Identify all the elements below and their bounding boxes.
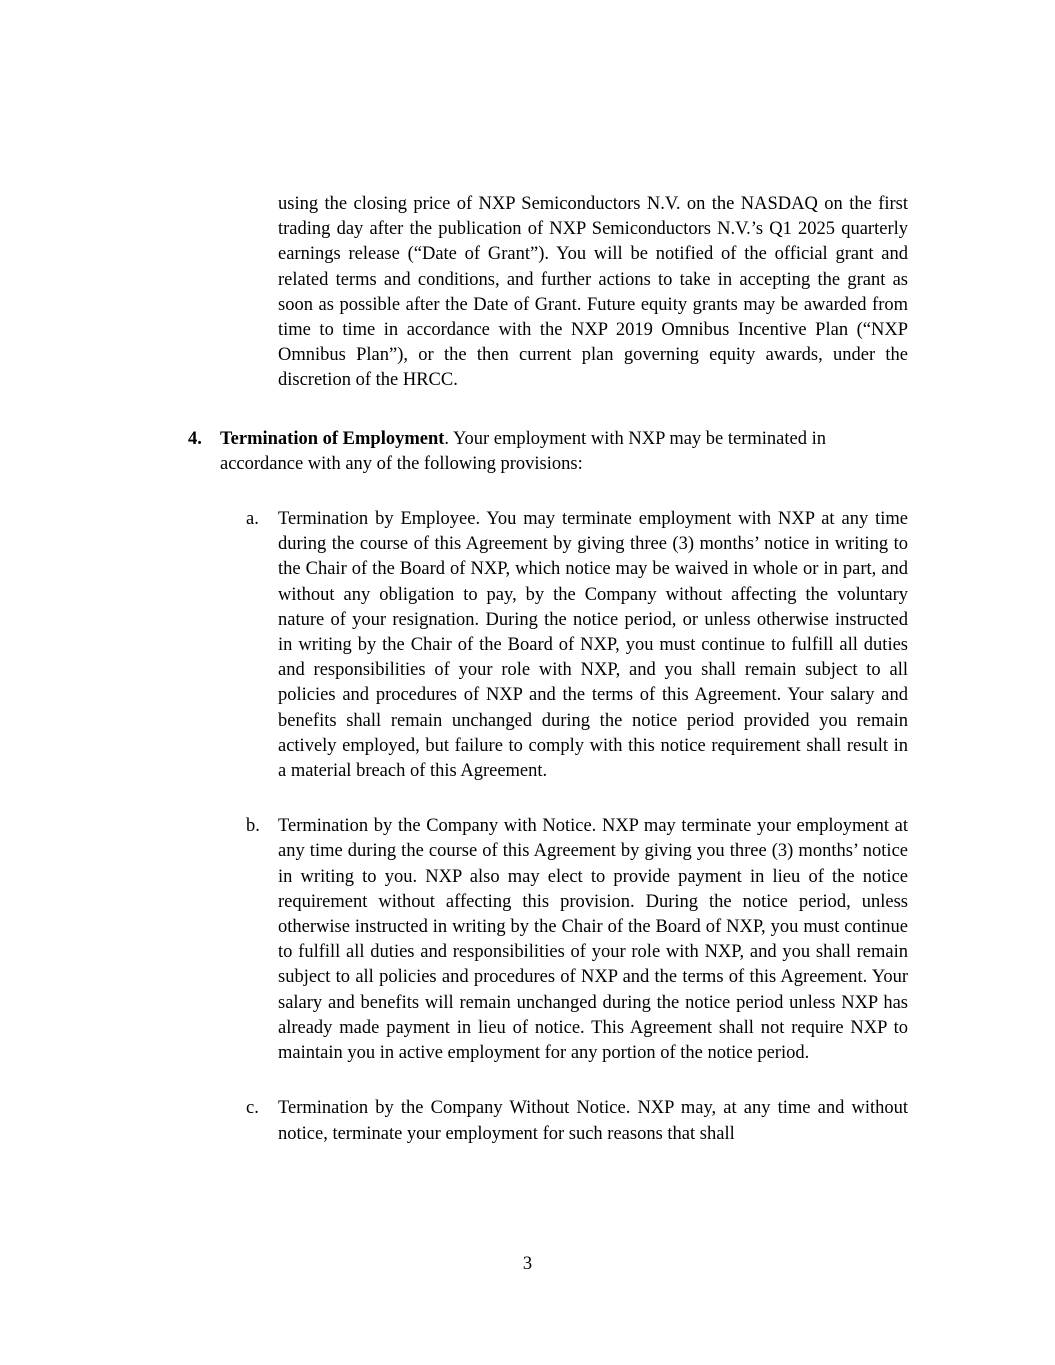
sub-item-text: Termination by the Company with Notice. NXP may terminate your employment at any time during the course of this Agreement by giving you three (3) months’ notice in writing to you. NXP also may elect to provide payment in lieu of the notice requirement without affecting this provision. During the notice period, unless otherwise instructed in writing by the Chair of the Board of NXP, you must continue to fulfill all duties and responsibilities of your role with NXP, and you shall remain subject to all policies and procedures of NXP and the terms of this Agreement. Your salary and benefits will remain unchanged during the notice period unless NXP has already made payment in lieu of notice. This Agreement shall not require NXP to maintain you in active employment for any portion of the notice period. [278, 816, 908, 1064]
sub-item-b [246, 814, 908, 1066]
sub-item-marker: b. [246, 816, 260, 837]
sub-item-c [246, 1096, 908, 1146]
sub-item-a [246, 507, 908, 784]
page-number: 3 [522, 1254, 533, 1274]
paragraph-continuation: using the closing price of NXP Semiconductors N.V. on the NASDAQ on the first trading day after the publication of NXP Semiconductors N.V.’s Q1 2025 quarterly earnings release (“Date of Grant”). You will be notified of the official grant and related terms and conditions, and further actions to take in accepting the grant as soon as possible after the Date of Grant. Future equity grants may be awarded from time to time in accordance with the NXP 2019 Omnibus Incentive Plan (“NXP Omnibus Plan”), or the then current plan governing equity awards, under the discretion of the HRCC. [278, 194, 908, 391]
sub-item-marker: c. [246, 1098, 259, 1119]
sub-item-marker: a. [246, 509, 259, 530]
page-content [188, 192, 908, 1147]
sub-item-text: Termination by Employee. You may terminate employment with NXP at any time during the course of this Agreement by giving three (3) months’ notice in writing to the Chair of the Board of NXP, which notice may be waived in whole or in part, and without any obligation to pay, by the Company without affecting the voluntary nature of your resignation. During the notice period, or unless otherwise instructed in writing by the Chair of the Board of NXP, you must continue to fulfill all duties and responsibilities of your role with NXP, and you shall remain subject to all policies and procedures of NXP and the terms of this Agreement. Your salary and benefits shall remain unchanged during the notice period provided you remain actively employed, but failure to comply with this notice requirement shall result in a material breach of this Agreement. [278, 509, 908, 782]
section-item-4 [188, 427, 908, 477]
sub-item-text: Termination by the Company Without Notice. NXP may, at any time and without notice, terminate your employment for such reasons that shall [278, 1098, 908, 1144]
section-lead-text: . Your employment with NXP may be terminated in accordance with any of the following provisions: [220, 428, 827, 474]
section-heading: Termination of Employment [220, 428, 445, 449]
section-marker: 4. [188, 428, 202, 449]
section-body [220, 427, 908, 477]
